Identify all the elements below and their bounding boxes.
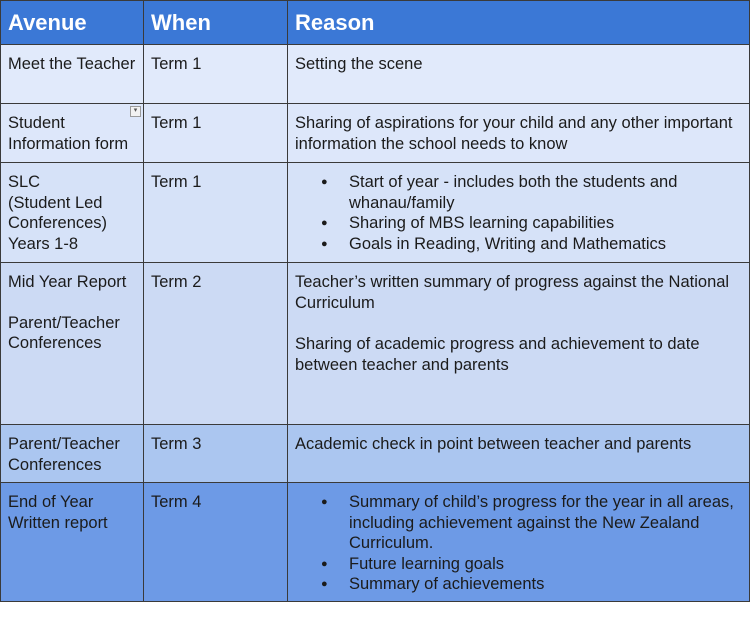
reason-cell <box>288 163 750 263</box>
dropdown-arrow-icon[interactable]: ▾ <box>130 106 141 117</box>
list-item: ● Start of year - includes both the students and whanau/family <box>349 172 742 213</box>
when-cell: Term 1 <box>144 104 288 163</box>
reason-cell: Sharing of aspirations for your child and any other important information the school needs to know <box>288 104 750 163</box>
avenue-cell: Mid Year Report Parent/Teacher Conferences <box>1 263 144 425</box>
list-item: ● Goals in Reading, Writing and Mathematics <box>349 234 742 255</box>
table-row <box>1 425 750 483</box>
header-avenue: Avenue <box>1 1 144 45</box>
reason-cell: Teacher’s written summary of progress against the National Curriculum Sharing of academic progress and achievement to date between teacher and parents <box>288 263 750 425</box>
avenue-cell: Meet the Teacher <box>1 45 144 104</box>
avenue-cell: End of Year Written report <box>1 483 144 602</box>
header-when: When <box>144 1 288 45</box>
reason-bullet-list <box>295 492 742 595</box>
reason-bullet-list <box>295 172 742 254</box>
when-cell: Term 1 <box>144 45 288 104</box>
table-row <box>1 483 750 602</box>
when-cell: Term 4 <box>144 483 288 602</box>
avenue-cell: Parent/Teacher Conferences <box>1 425 144 483</box>
when-cell: Term 1 <box>144 163 288 263</box>
list-item: ● Summary of child’s progress for the year in all areas, including achievement against the New Zealand Curriculum. <box>349 492 742 554</box>
when-cell: Term 2 <box>144 263 288 425</box>
header-reason: Reason <box>288 1 750 45</box>
avenue-cell: Student Information form ▾ <box>1 104 144 163</box>
list-item: ● Summary of achievements <box>349 574 742 595</box>
reason-cell: Academic check in point between teacher and parents <box>288 425 750 483</box>
header-row <box>1 1 750 45</box>
avenue-cell: SLC (Student Led Conferences) Years 1-8 <box>1 163 144 263</box>
table-row <box>1 45 750 104</box>
list-item: ● Sharing of MBS learning capabilities <box>349 213 742 234</box>
reason-cell: Setting the scene <box>288 45 750 104</box>
table-row <box>1 263 750 425</box>
table-row <box>1 104 750 163</box>
reason-cell <box>288 483 750 602</box>
table-row <box>1 163 750 263</box>
when-cell: Term 3 <box>144 425 288 483</box>
list-item: ● Future learning goals <box>349 554 742 575</box>
